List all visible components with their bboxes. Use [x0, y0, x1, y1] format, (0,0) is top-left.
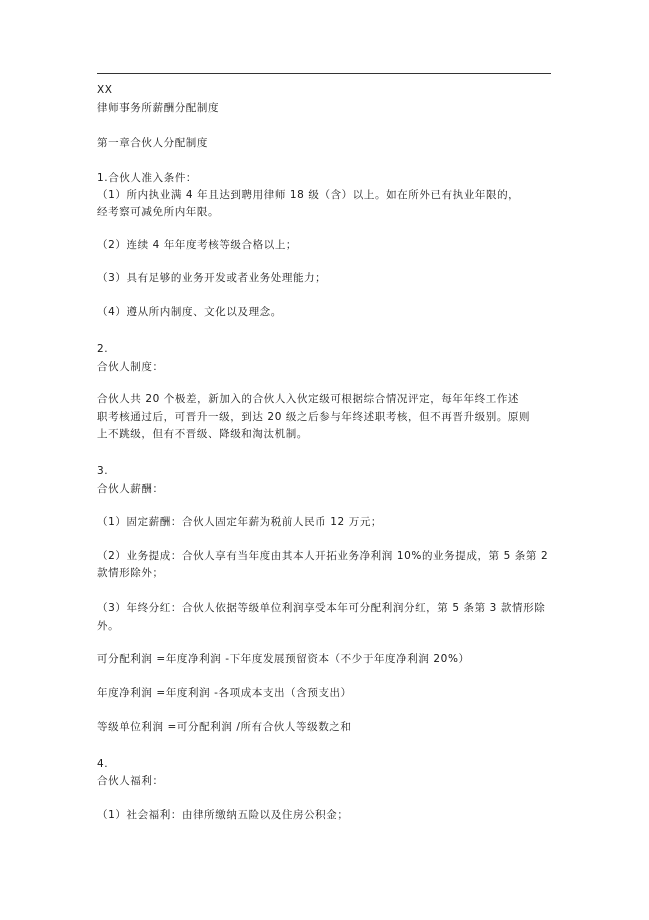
section-2-para-line-2: 职考核通过后，可晋升一级，到达 20 级之后参与年终述职考核，但不再晋升级别。原则 — [97, 411, 531, 423]
section-1-item-1-line-2: 经考察可减免所内年限。 — [97, 206, 220, 218]
section-4-item-1: （1）社会福利：由律所缴纳五险以及住房公积金； — [97, 809, 349, 821]
section-2-heading: 合伙人制度： — [97, 361, 164, 373]
section-2-para-line-1: 合伙人共 20 个极差，新加入的合伙人入伙定级可根据综合情况评定，每年年终工作述 — [97, 393, 520, 405]
header-rule — [97, 73, 551, 74]
section-1-item-3: （3）具有足够的业务开发或者业务处理能力； — [97, 272, 327, 284]
section-2-number: 2. — [97, 343, 109, 355]
section-1-item-4: （4）遵从所内制度、文化以及理念。 — [97, 306, 282, 318]
section-1-heading: 1.合伙人准入条件： — [97, 172, 198, 184]
formula-annual-net-profit: 年度净利润 =年度利润 -各项成本支出（含预支出） — [97, 687, 352, 699]
section-3-heading: 合伙人薪酬： — [97, 483, 164, 495]
section-4-number: 4. — [97, 758, 109, 770]
section-3-item-3-line-2: 外。 — [97, 620, 120, 632]
section-4-heading: 合伙人福利： — [97, 775, 164, 787]
section-1-item-2: （2）连续 4 年年度考核等级合格以上； — [97, 239, 298, 251]
section-3-item-3-line-1: （3）年终分红：合伙人依据等级单位利润享受本年可分配利润分红，第 5 条第 3 款情形除 — [97, 602, 546, 614]
document-title: 律师事务所薪酬分配制度 — [97, 102, 220, 114]
section-2-para-line-3: 上不跳级，但有不晋级、降级和淘汰机制。 — [97, 428, 308, 440]
section-3-number: 3. — [97, 465, 109, 477]
formula-distributable-profit: 可分配利润 =年度净利润 -下年度发展预留资本（不少于年度净利润 20%） — [97, 653, 470, 665]
section-3-item-2-line-2: 款情形除外； — [97, 567, 164, 579]
section-3-item-1: （1）固定薪酬：合伙人固定年薪为税前人民币 12 万元； — [97, 516, 383, 528]
section-3-item-2-line-1: （2）业务提成：合伙人享有当年度由其本人开拓业务净利润 10%的业务提成，第 5 条第 2 — [97, 550, 549, 562]
formula-unit-profit: 等级单位利润 =可分配利润 /所有合伙人等级数之和 — [97, 721, 352, 733]
header-text: XX — [97, 84, 113, 96]
section-1-item-1-line-1: （1）所内执业满 4 年且达到聘用律师 18 级（含）以上。如在所外已有执业年限的， — [97, 189, 520, 201]
chapter-heading: 第一章合伙人分配制度 — [97, 137, 208, 149]
